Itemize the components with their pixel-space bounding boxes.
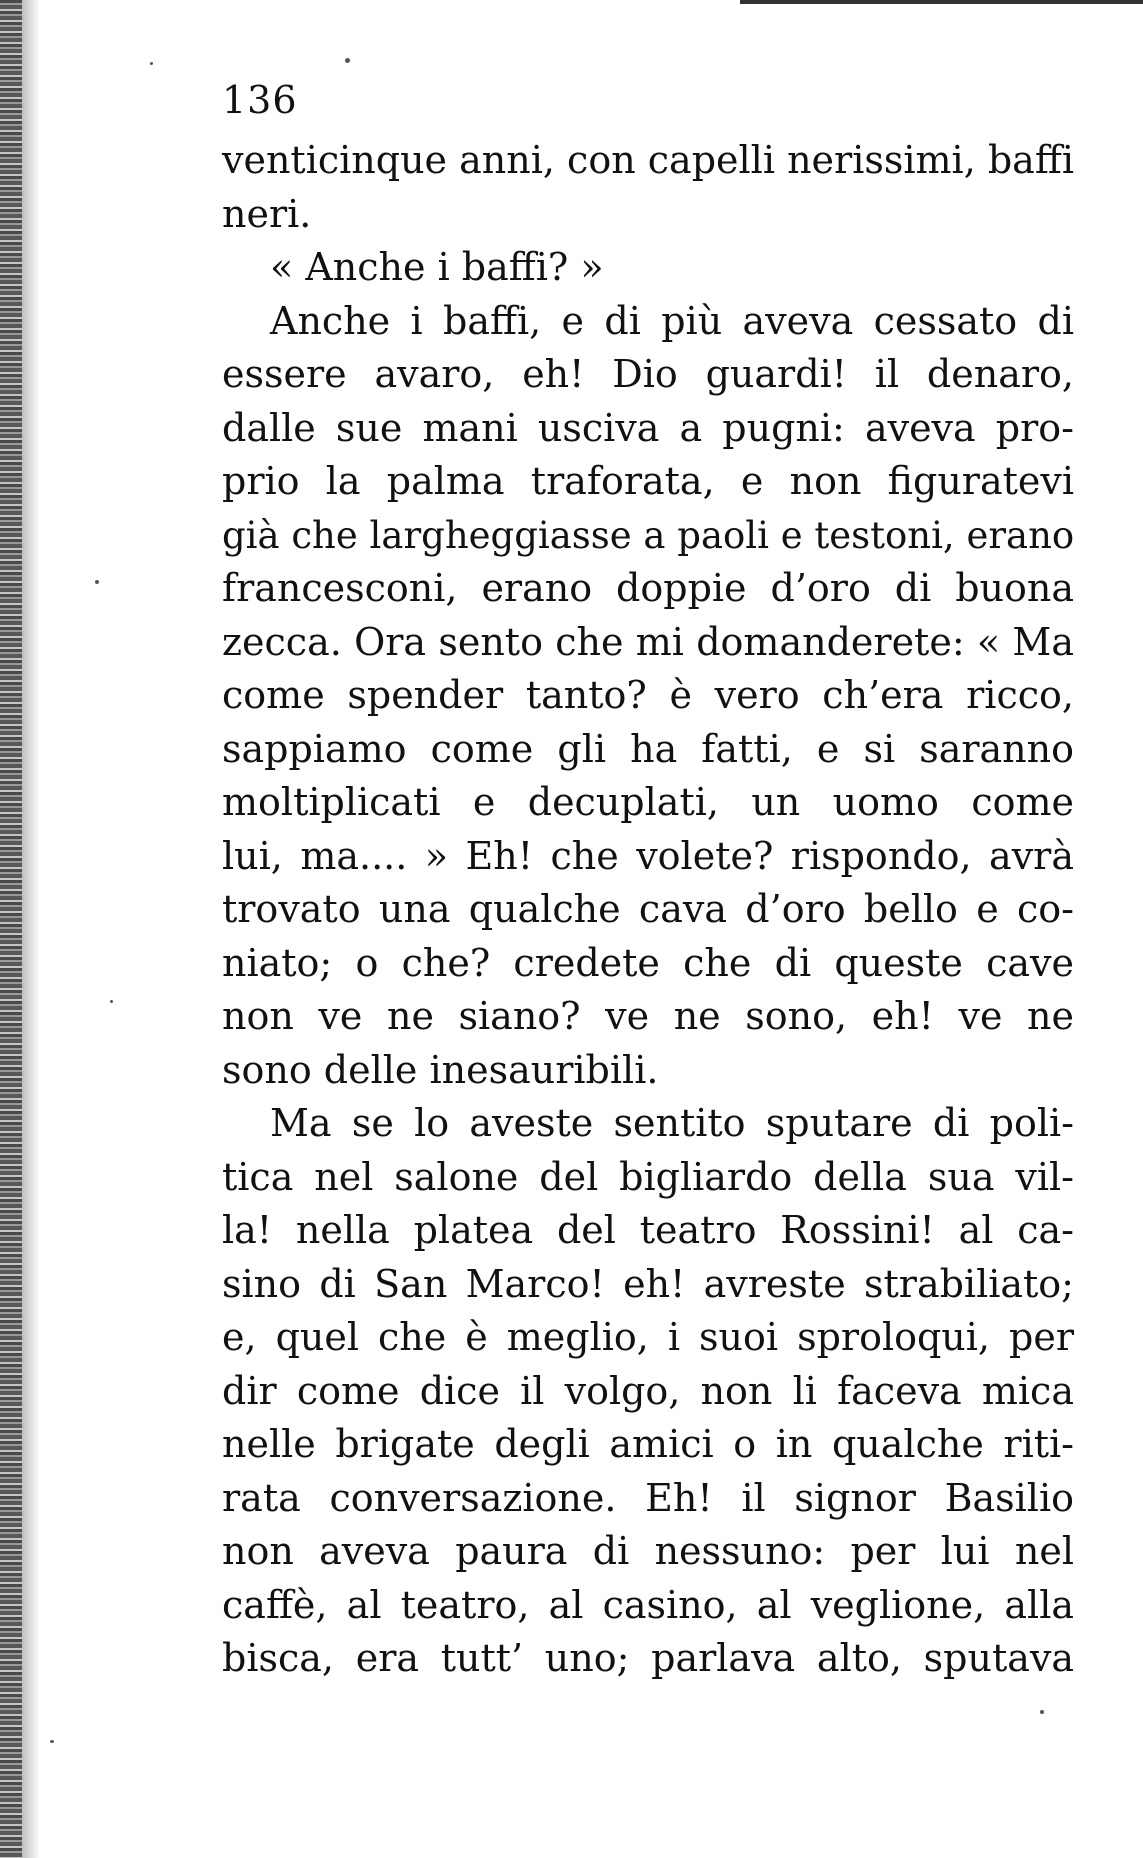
text-line-21: la! nella platea del teatro Rossini! al ca- bbox=[222, 1208, 1074, 1252]
text-line-15: trovato una qualche cava d’oro bello e co- bbox=[222, 887, 1074, 931]
scan-speck bbox=[345, 58, 350, 63]
text-line-1: venticinque anni, con capelli nerissimi, baffi bbox=[222, 138, 1074, 182]
text-line-3: « Anche i baffi? » bbox=[270, 245, 604, 289]
top-edge-mark bbox=[740, 0, 1143, 4]
text-line-11: come spender tanto? è vero ch’era ricco, bbox=[222, 673, 1074, 717]
page-binding-edge bbox=[0, 0, 22, 1858]
text-line-17: non ve ne siano? ve ne sono, eh! ve ne bbox=[222, 994, 1074, 1038]
page-number: 136 bbox=[222, 78, 298, 122]
text-line-23: e, quel che è meglio, i suoi sproloqui, per bbox=[222, 1315, 1074, 1359]
text-line-8: già che largheggiasse a paoli e testoni, erano bbox=[222, 513, 1075, 557]
text-line-10: zecca. Ora sento che mi domanderete: « Ma bbox=[222, 619, 1074, 664]
text-line-22: sino di San Marco! eh! avreste strabiliato; bbox=[222, 1261, 1074, 1306]
text-line-2: neri. bbox=[222, 191, 312, 236]
text-line-18: sono delle inesauribili. bbox=[222, 1047, 659, 1092]
text-line-29: bisca, era tutt’ uno; parlava alto, sputava bbox=[222, 1636, 1074, 1680]
text-line-9: francesconi, erano doppie d’oro di buona bbox=[222, 566, 1074, 610]
text-line-25: nelle brigate degli amici o in qualche riti- bbox=[222, 1422, 1074, 1466]
scan-speck bbox=[95, 580, 99, 584]
text-line-20: tica nel salone del bigliardo della sua vil- bbox=[222, 1154, 1074, 1199]
scan-speck bbox=[110, 1000, 113, 1003]
text-line-4: Anche i baffi, e di più aveva cessato di bbox=[270, 298, 1074, 343]
text-line-12: sappiamo come gli ha fatti, e si saranno bbox=[222, 726, 1074, 771]
text-line-16: niato; o che? credete che di queste cave bbox=[222, 940, 1074, 985]
text-line-28: caffè, al teatro, al casino, al veglione, alla bbox=[222, 1582, 1074, 1627]
text-line-13: moltiplicati e decuplati, un uomo come bbox=[222, 780, 1074, 824]
text-line-14: lui, ma.... » Eh! che volete? rispondo, avrà bbox=[222, 833, 1074, 878]
text-line-6: dalle sue mani usciva a pugni: aveva pro- bbox=[222, 405, 1074, 450]
text-line-24: dir come dice il volgo, non li faceva mica bbox=[222, 1368, 1074, 1413]
binding-shadow bbox=[22, 0, 40, 1858]
scan-speck bbox=[50, 1740, 54, 1743]
text-line-5: essere avaro, eh! Dio guardi! il denaro, bbox=[222, 352, 1074, 396]
text-line-26: rata conversazione. Eh! il signor Basilio bbox=[222, 1475, 1074, 1520]
body-text bbox=[222, 134, 1074, 1686]
text-line-19: Ma se lo aveste sentito sputare di poli- bbox=[270, 1101, 1074, 1145]
text-line-7: prio la palma traforata, e non figuratevi bbox=[222, 459, 1074, 503]
text-line-27: non aveva paura di nessuno: per lui nel bbox=[222, 1529, 1074, 1573]
scan-speck bbox=[150, 62, 153, 65]
scan-speck bbox=[1040, 1710, 1044, 1714]
